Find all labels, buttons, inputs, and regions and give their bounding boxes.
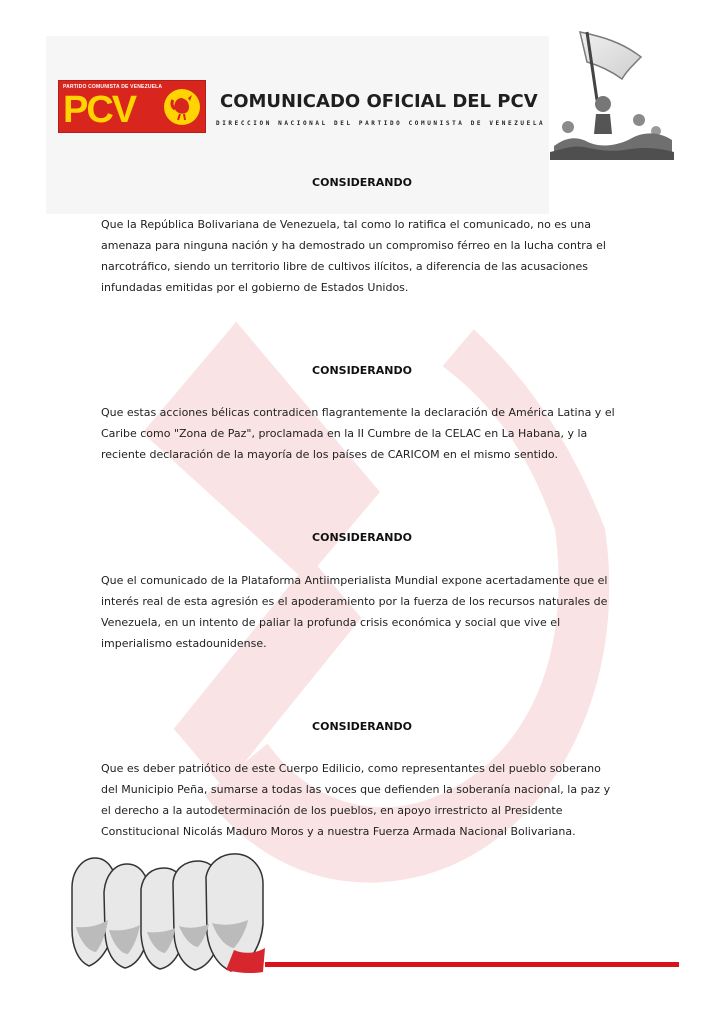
logo-tagline: PARTIDO COMUNISTA DE VENEZUELA	[63, 84, 163, 90]
page-subtitle: DIRECCION NACIONAL DEL PARTIDO COMUNISTA DE VENEZUELA	[216, 120, 546, 127]
section-body-3: Que el comunicado de la Plataforma Antiimperialista Mundial expone acertadamente que el interés real de esta agresión es el apoderamiento por la fuerza de los recursos naturales de Venezuela, en un intento de paliar la profunda crisis económica y social que vive el imperialismo estadounidense.	[101, 574, 608, 650]
section-body-1: Que la República Bolivariana de Venezuela, tal como lo ratifica el comunicado, no es una amenaza para ninguna nación y ha demostrado un compromiso férreo en la lucha contra el narcotráfico, siendo un territorio libre de cultivos ilícitos, a diferencia de las acusaciones infundadas emitidas por el gobierno de Estados Unidos.	[101, 218, 606, 294]
portraits-icon	[58, 848, 278, 976]
section-heading-3: CONSIDERANDO	[312, 531, 412, 544]
rooster-icon	[162, 87, 202, 127]
page-title: COMUNICADO OFICIAL DEL PCV	[220, 91, 538, 112]
flag-bearer-icon	[548, 28, 676, 160]
section-heading-4: CONSIDERANDO	[312, 720, 412, 733]
section-body-4: Que es deber patriótico de este Cuerpo Edilicio, como representantes del pueblo soberano del Municipio Peña, sumarse a todas las voces que defienden la soberanía nacional, la paz y el derecho a la autodeterminación de los pueblos, en apoyo irrestricto al Presidente Constitucional Nicolás Maduro Moros y a nuestra Fuerza Armada Nacional Bolivariana.	[101, 762, 611, 838]
logo-letters: PCV	[63, 89, 136, 131]
pcv-logo	[58, 80, 206, 133]
section-heading-1: CONSIDERANDO	[312, 176, 412, 189]
footer-divider	[265, 962, 679, 967]
section-heading-2: CONSIDERANDO	[312, 364, 412, 377]
section-body-2: Que estas acciones bélicas contradicen flagrantemente la declaración de América Latina y el Caribe como "Zona de Paz", proclamada en la II Cumbre de la CELAC en La Habana, y la reciente declaración de la mayoría de los países de CARICOM en el mismo sentido.	[101, 406, 615, 461]
